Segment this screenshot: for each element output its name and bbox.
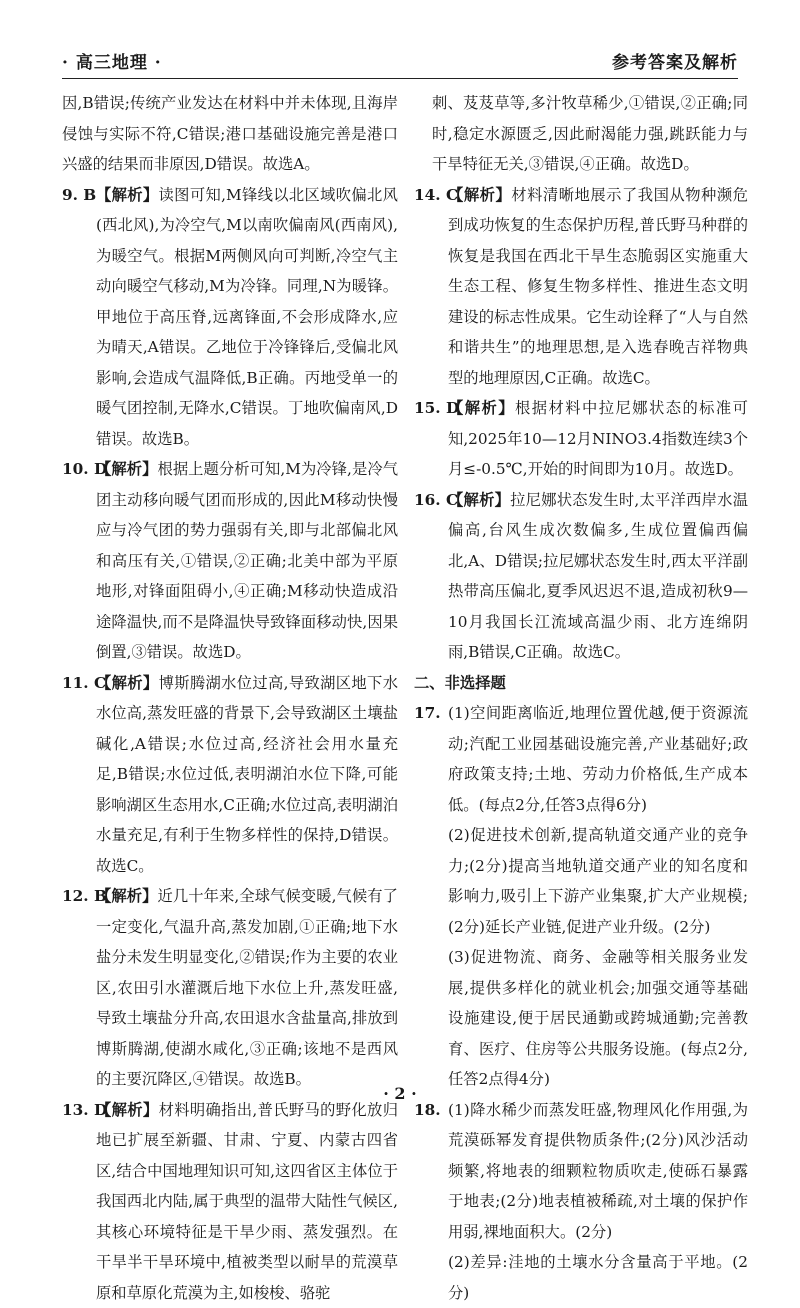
answer-number: 10. D — [62, 454, 107, 485]
question-18 — [414, 1095, 748, 1248]
answer-item — [414, 180, 748, 394]
continued-text: 刺、芨芨草等,多汁牧草稀少,①错误,②正确;同时,稳定水源匮乏,因此耐渴能力强,跳跃能力与干旱特征无关,③错误,④正确。故选D。 — [414, 88, 748, 180]
analysis-text: 拉尼娜状态发生时,太平洋西岸水温偏高,台风生成次数偏多,生成位置偏西偏北,A、D错误;拉尼娜状态发生时,西太平洋副热带高压偏北,夏季风迟迟不退,造成初秋9—10月我国长江流域高温少雨、北方连绵阴雨,B错误,C正确。故选C。 — [448, 491, 748, 662]
analysis-tag: 【解析】 — [96, 1101, 159, 1119]
answer-number: 11. C — [62, 668, 106, 699]
answer-part: (1)空间距离临近,地理位置优越,便于资源流动;汽配工业园基础设施完善,产业基础好;政府政策支持;土地、劳动力价格低,生产成本低。(每点2分,任答3点得6分) — [448, 704, 748, 814]
answer-number: 9. B — [62, 180, 96, 211]
analysis-tag: 【解析】 — [448, 186, 511, 204]
subject-title: · 高三地理 · — [62, 48, 162, 73]
answer-item — [62, 668, 398, 882]
analysis-tag: 【解析】 — [96, 460, 157, 478]
page-number: · 2 · — [0, 1084, 800, 1103]
answer-part: (3)促进物流、商务、金融等相关服务业发展,提供多样化的就业机会;加强交通等基础设施建设,便于居民通勤或跨城通勤;完善教育、医疗、住房等公共服务设施。(每点2分,任答2点得4分) — [414, 942, 748, 1095]
continued-text: 因,B错误;传统产业发达在材料中并未体现,且海岸侵蚀与实际不符,C错误;港口基础设施完善是港口兴盛的结果而非原因,D错误。故选A。 — [62, 88, 398, 180]
answer-item — [62, 1095, 398, 1308]
answer-item — [62, 881, 398, 1095]
left-column — [62, 88, 398, 1308]
analysis-tag: 【解析】 — [96, 887, 158, 905]
answer-item — [414, 485, 748, 668]
answer-key-title: 参考答案及解析 — [612, 48, 738, 73]
analysis-text: 材料清晰地展示了我国从物种濒危到成功恢复的生态保护历程,普氏野马种群的恢复是我国在西北干旱生态脆弱区实施重大生态工程、修复生物多样性、推进生态文明建设的标志性成果。它生动诠释了“人与自然和谐共生”的地理思想,是入选春晚吉祥物典型的地理原因,C正确。故选C。 — [448, 186, 748, 387]
answer-part: (2)促进技术创新,提高轨道交通产业的竞争力;(2分)提高当地轨道交通产业的知名度和影响力,吸引上下游产业集聚,扩大产业规模;(2分)延长产业链,促进产业升级。(2分) — [414, 820, 748, 942]
answer-part: (1)降水稀少而蒸发旺盛,物理风化作用强,为荒漠砾幂发育提供物质条件;(2分)风沙活动频繁,将地表的细颗粒物质吹走,使砾石暴露于地表;(2分)地表植被稀疏,对土壤的保护作用弱,裸地面积大。(2分) — [448, 1101, 748, 1241]
answer-item — [62, 454, 398, 668]
analysis-tag: 【解析】 — [448, 491, 510, 509]
answer-item — [414, 393, 748, 485]
analysis-tag: 【解析】 — [96, 186, 159, 204]
answer-number: 14. C — [414, 180, 458, 211]
right-column — [414, 88, 748, 1308]
analysis-tag: 【解析】 — [96, 674, 159, 692]
section-title: 二、非选择题 — [414, 668, 748, 699]
analysis-text: 博斯腾湖水位过高,导致湖区地下水水位高,蒸发旺盛的背景下,会导致湖区土壤盐碱化,A错误;水位过高,经济社会用水量充足,B错误;水位过低,表明湖泊水位下降,可能影响湖区生态用水,C正确;水位过高,表明湖泊水量充足,有利于生物多样性的保持,D错误。故选C。 — [96, 674, 398, 875]
page-header — [62, 44, 738, 79]
question-number: 17. — [414, 698, 441, 729]
analysis-text: 根据上题分析可知,M为冷锋,是冷气团主动移向暖气团而形成的,因此M移动快慢应与冷气团的势力强弱有关,即与北部偏北风和高压有关,①错误,②正确;北美中部为平原地形,对锋面阻碍小,④正确;M移动快造成沿途降温快,而不是降温快导致锋面移动快,因果倒置,③错误。故选D。 — [96, 460, 398, 661]
analysis-text: 根据材料中拉尼娜状态的标准可知,2025年10—12月NINO3.4指数连续3个月≤-0.5℃,开始的时间即为10月。故选D。 — [448, 399, 748, 478]
analysis-tag: 【解析】 — [448, 399, 515, 417]
analysis-text: 近几十年来,全球气候变暖,气候有了一定变化,气温升高,蒸发加剧,①正确;地下水盐分未发生明显变化,②错误;作为主要的农业区,农田引水灌溉后地下水位上升,蒸发旺盛,导致土壤盐分升高,农田退水含盐量高,排放到博斯腾湖,使湖水咸化,③正确;该地不是西风的主要沉降区,④错误。故选B。 — [96, 887, 398, 1088]
analysis-text: 读图可知,M锋线以北区域吹偏北风(西北风),为冷空气,M以南吹偏南风(西南风),为暖空气。根据M两侧风向可判断,冷空气主动向暖空气移动,M为冷锋。同理,N为暖锋。甲地位于高压脊,远离锋面,不会形成降水,应为晴天,A错误。乙地位于冷锋锋后,受偏北风影响,会造成气温降低,B正确。丙地受单一的暖气团控制,无降水,C错误。丁地吹偏南风,D错误。故选B。 — [96, 186, 398, 448]
answer-item — [62, 180, 398, 455]
answer-number: 13. D — [62, 1095, 107, 1126]
analysis-text: 材料明确指出,普氏野马的野化放归地已扩展至新疆、甘肃、宁夏、内蒙古四省区,结合中国地理知识可知,这四省区主体位于我国西北内陆,属于典型的温带大陆性气候区,其核心环境特征是干旱少雨、蒸发强烈。在干旱半干旱环境中,植被类型以耐旱的荒漠草原和草原化荒漠为主,如梭梭、骆驼 — [96, 1101, 398, 1302]
question-number: 18. — [414, 1095, 441, 1126]
answer-number: 16. C — [414, 485, 458, 516]
answer-number: 12. B — [62, 881, 107, 912]
question-17 — [414, 698, 748, 820]
answer-number: 15. D — [414, 393, 459, 424]
answer-part: (2)差异:洼地的土壤水分含量高于平地。(2分) — [414, 1247, 748, 1308]
